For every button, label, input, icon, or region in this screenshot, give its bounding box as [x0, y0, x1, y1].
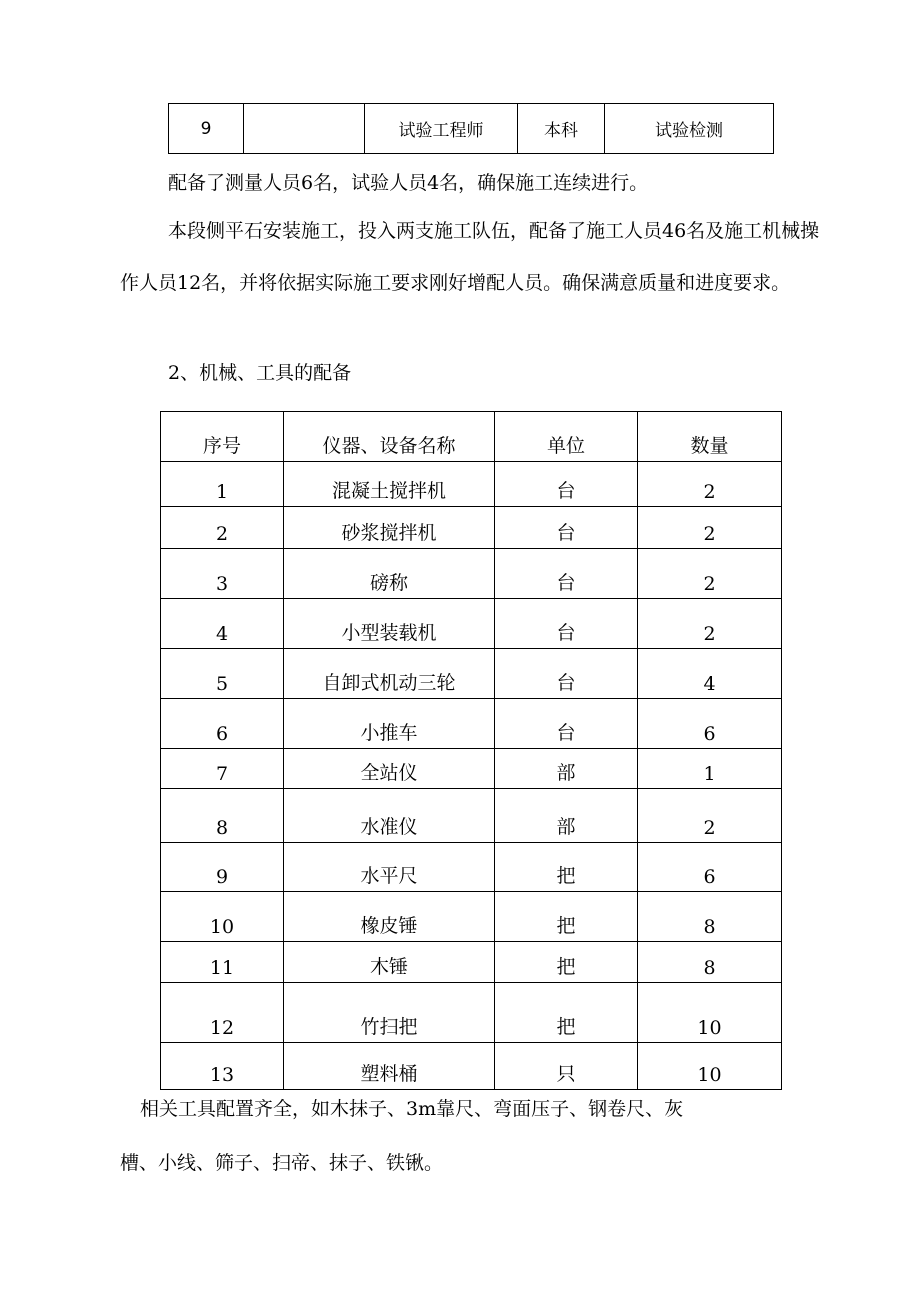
table-cell: 本科 — [518, 104, 605, 154]
cell-index: 6 — [161, 699, 284, 749]
cell-name: 水平尺 — [284, 843, 495, 892]
cell-index: 3 — [161, 549, 284, 599]
table-row — [161, 462, 782, 507]
cell-name: 竹扫把 — [284, 983, 495, 1043]
cell-quantity: 2 — [638, 462, 782, 507]
cell-unit: 把 — [495, 942, 638, 983]
cell-index: 8 — [161, 789, 284, 843]
table-header-row — [161, 412, 782, 462]
cell-name: 塑料桶 — [284, 1043, 495, 1090]
table-row — [161, 789, 782, 843]
cell-name: 砂浆搅拌机 — [284, 507, 495, 549]
table-cell: 试验工程师 — [365, 104, 518, 154]
cell-unit: 部 — [495, 749, 638, 789]
cell-index: 11 — [161, 942, 284, 983]
cell-quantity: 6 — [638, 699, 782, 749]
cell-unit: 台 — [495, 699, 638, 749]
cell-unit: 台 — [495, 549, 638, 599]
cell-unit: 台 — [495, 507, 638, 549]
cell-quantity: 8 — [638, 892, 782, 942]
section-heading: 2、机械、工具的配备 — [168, 362, 352, 384]
paragraph-construction: 本段侧平石安装施工，投入两支施工队伍，配备了施工人员46名及施工机械操作人员12名，并将依据实际施工要求刚好增配人员。确保满意质量和进度要求。 — [120, 220, 820, 294]
table-cell: 试验检测 — [605, 104, 774, 154]
cell-quantity: 2 — [638, 507, 782, 549]
cell-name: 小型装载机 — [284, 599, 495, 649]
cell-unit: 把 — [495, 843, 638, 892]
table-row — [161, 892, 782, 942]
table-row — [161, 599, 782, 649]
cell-unit: 把 — [495, 983, 638, 1043]
table-cell: 9 — [169, 104, 244, 154]
cell-unit: 台 — [495, 649, 638, 699]
cell-quantity: 10 — [638, 983, 782, 1043]
table-row — [161, 649, 782, 699]
cell-quantity: 8 — [638, 942, 782, 983]
cell-name: 小推车 — [284, 699, 495, 749]
staff-table-continuation — [168, 103, 774, 154]
table-cell — [244, 104, 365, 154]
cell-name: 橡皮锤 — [284, 892, 495, 942]
cell-unit: 把 — [495, 892, 638, 942]
cell-quantity: 1 — [638, 749, 782, 789]
cell-quantity: 2 — [638, 789, 782, 843]
col-header-quantity: 数量 — [638, 412, 782, 462]
cell-index: 2 — [161, 507, 284, 549]
cell-name: 全站仪 — [284, 749, 495, 789]
table-row — [169, 104, 774, 154]
table-row — [161, 749, 782, 789]
col-header-name: 仪器、设备名称 — [284, 412, 495, 462]
tools-paragraph-line1: 相关工具配置齐全，如木抹子、3m靠尺、弯面压子、钢卷尺、灰 — [140, 1098, 684, 1120]
cell-name: 磅称 — [284, 549, 495, 599]
table-row — [161, 983, 782, 1043]
cell-quantity: 10 — [638, 1043, 782, 1090]
table-row — [161, 549, 782, 599]
cell-unit: 台 — [495, 599, 638, 649]
equipment-table — [160, 411, 782, 1090]
cell-index: 1 — [161, 462, 284, 507]
cell-index: 12 — [161, 983, 284, 1043]
tools-paragraph-line2: 槽、小线、筛子、扫帝、抹子、铁锹。 — [120, 1152, 444, 1174]
table-row — [161, 699, 782, 749]
cell-index: 10 — [161, 892, 284, 942]
cell-index: 5 — [161, 649, 284, 699]
table-row — [161, 507, 782, 549]
table-row — [161, 843, 782, 892]
cell-index: 9 — [161, 843, 284, 892]
cell-unit: 部 — [495, 789, 638, 843]
cell-name: 混凝土搅拌机 — [284, 462, 495, 507]
cell-quantity: 4 — [638, 649, 782, 699]
col-header-index: 序号 — [161, 412, 284, 462]
cell-index: 13 — [161, 1043, 284, 1090]
cell-name: 木锤 — [284, 942, 495, 983]
cell-name: 水准仪 — [284, 789, 495, 843]
table-row — [161, 942, 782, 983]
col-header-unit: 单位 — [495, 412, 638, 462]
paragraph-staffing: 配备了测量人员6名，试验人员4名，确保施工连续进行。 — [168, 172, 649, 194]
cell-quantity: 2 — [638, 549, 782, 599]
cell-name: 自卸式机动三轮 — [284, 649, 495, 699]
cell-unit: 台 — [495, 462, 638, 507]
cell-quantity: 6 — [638, 843, 782, 892]
cell-quantity: 2 — [638, 599, 782, 649]
cell-index: 4 — [161, 599, 284, 649]
cell-unit: 只 — [495, 1043, 638, 1090]
table-row — [161, 1043, 782, 1090]
cell-index: 7 — [161, 749, 284, 789]
